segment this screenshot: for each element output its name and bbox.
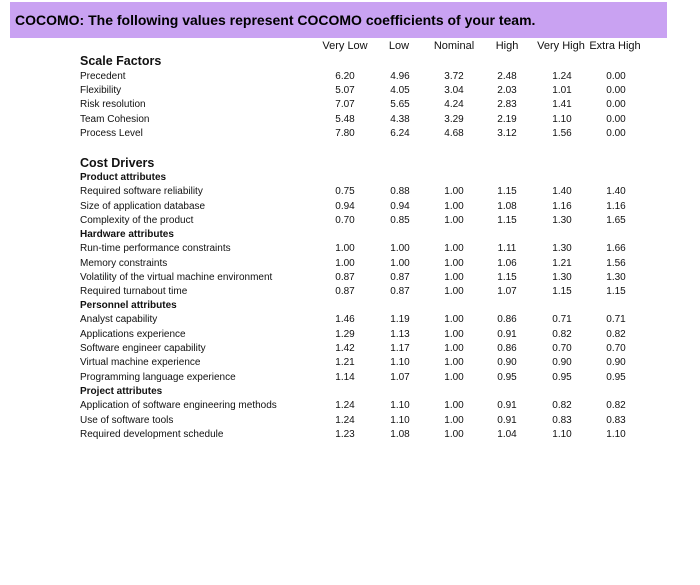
row-label: Required software reliability — [80, 186, 203, 198]
row-label: Application of software engineering methods — [80, 400, 277, 412]
row-label: Precedent — [80, 71, 126, 82]
cost-drivers-heading: Cost Drivers — [80, 156, 155, 170]
value-cell: 1.56 — [552, 127, 572, 139]
value-cell: 1.07 — [497, 286, 517, 298]
value-cell: 0.71 — [606, 314, 626, 326]
value-cell: 1.00 — [444, 357, 464, 369]
row-label: Size of application database — [80, 200, 206, 212]
attribute-group-heading: Project attributes — [80, 386, 163, 397]
value-cell: 1.00 — [390, 243, 410, 255]
row-label: Required development schedule — [80, 428, 224, 440]
value-cell: 0.82 — [606, 400, 626, 412]
value-cell: 0.82 — [552, 328, 572, 340]
value-cell: 1.24 — [335, 400, 355, 412]
value-cell: 0.00 — [606, 71, 626, 82]
value-cell: 4.05 — [390, 85, 410, 97]
value-cell: 1.00 — [444, 414, 464, 426]
value-cell: 6.20 — [335, 71, 355, 82]
row-label: Required turnabout time — [80, 286, 188, 298]
value-cell: 1.19 — [390, 314, 410, 326]
column-header: Low — [388, 40, 410, 52]
value-cell: 1.56 — [606, 257, 626, 269]
row-label: Risk resolution — [80, 99, 146, 111]
value-cell: 7.80 — [335, 127, 355, 139]
value-cell: 1.00 — [444, 371, 464, 383]
value-cell: 1.08 — [497, 200, 517, 212]
value-cell: 0.70 — [552, 342, 572, 354]
value-cell: 0.70 — [335, 214, 355, 226]
value-cell: 3.29 — [444, 113, 464, 125]
value-cell: 1.15 — [497, 186, 517, 198]
value-cell: 0.83 — [606, 414, 626, 426]
value-cell: 0.70 — [606, 342, 626, 354]
value-cell: 1.04 — [497, 428, 517, 440]
value-cell: 0.87 — [390, 271, 410, 283]
value-cell: 0.95 — [552, 371, 572, 383]
value-cell: 1.66 — [606, 243, 626, 255]
value-cell: 0.00 — [606, 113, 626, 125]
value-cell: 4.96 — [390, 71, 410, 82]
value-cell: 0.88 — [390, 186, 410, 198]
value-cell: 0.00 — [606, 99, 626, 111]
row-label: Virtual machine experience — [80, 357, 201, 369]
value-cell: 1.00 — [444, 342, 464, 354]
value-cell: 1.14 — [335, 371, 355, 383]
row-label: Use of software tools — [80, 414, 174, 426]
value-cell: 1.10 — [390, 414, 410, 426]
value-cell: 0.94 — [335, 200, 355, 212]
value-cell: 1.06 — [497, 257, 517, 269]
value-cell: 1.30 — [552, 214, 572, 226]
value-cell: 1.30 — [552, 243, 572, 255]
value-cell: 1.15 — [497, 271, 517, 283]
value-cell: 1.00 — [390, 257, 410, 269]
column-header: Extra High — [589, 40, 641, 52]
value-cell: 1.29 — [335, 328, 355, 340]
value-cell: 0.87 — [335, 271, 355, 283]
value-cell: 1.00 — [335, 257, 355, 269]
value-cell: 2.83 — [497, 99, 517, 111]
value-cell: 1.16 — [552, 200, 572, 212]
row-label: Volatility of the virtual machine environment — [80, 271, 273, 283]
row-label: Applications experience — [80, 328, 186, 340]
value-cell: 1.40 — [552, 186, 572, 198]
value-cell: 1.10 — [552, 428, 572, 440]
value-cell: 4.68 — [444, 127, 464, 139]
value-cell: 1.00 — [444, 400, 464, 412]
value-cell: 0.91 — [497, 328, 517, 340]
value-cell: 1.15 — [497, 214, 517, 226]
value-cell: 0.00 — [606, 85, 626, 97]
value-cell: 0.87 — [390, 286, 410, 298]
value-cell: 1.00 — [444, 271, 464, 283]
value-cell: 1.00 — [444, 328, 464, 340]
attribute-group-heading: Product attributes — [80, 172, 167, 183]
value-cell: 1.00 — [444, 428, 464, 440]
value-cell: 4.38 — [390, 113, 410, 125]
value-cell: 1.10 — [606, 428, 626, 440]
value-cell: 1.30 — [606, 271, 626, 283]
value-cell: 1.00 — [444, 200, 464, 212]
value-cell: 1.10 — [390, 400, 410, 412]
row-label: Team Cohesion — [80, 113, 150, 125]
row-label: Flexibility — [80, 85, 122, 97]
value-cell: 1.00 — [444, 314, 464, 326]
value-cell: 0.94 — [390, 200, 410, 212]
value-cell: 1.08 — [390, 428, 410, 440]
value-cell: 0.83 — [552, 414, 572, 426]
value-cell: 4.24 — [444, 99, 464, 111]
value-cell: 0.82 — [606, 328, 626, 340]
value-cell: 1.13 — [390, 328, 410, 340]
value-cell: 1.40 — [606, 186, 626, 198]
value-cell: 1.11 — [497, 243, 517, 255]
value-cell: 0.86 — [497, 342, 517, 354]
row-label: Memory constraints — [80, 257, 168, 269]
column-header: Very High — [537, 40, 585, 52]
value-cell: 1.01 — [552, 85, 572, 97]
value-cell: 1.21 — [335, 357, 355, 369]
value-cell: 6.24 — [390, 127, 410, 139]
value-cell: 1.00 — [444, 214, 464, 226]
value-cell: 0.90 — [552, 357, 572, 369]
value-cell: 1.07 — [390, 371, 410, 383]
value-cell: 0.75 — [335, 186, 355, 198]
row-label: Run-time performance constraints — [80, 243, 231, 255]
value-cell: 0.95 — [606, 371, 626, 383]
row-label: Complexity of the product — [80, 214, 194, 226]
value-cell: 3.04 — [444, 85, 464, 97]
value-cell: 0.85 — [390, 214, 410, 226]
value-cell: 2.48 — [497, 71, 517, 82]
title-banner — [10, 2, 667, 38]
value-cell: 1.16 — [606, 200, 626, 212]
value-cell: 1.00 — [444, 186, 464, 198]
value-cell: 1.42 — [335, 342, 355, 354]
value-cell: 1.30 — [552, 271, 572, 283]
row-label: Analyst capability — [80, 314, 158, 326]
value-cell: 5.48 — [335, 113, 355, 125]
scale-factors-heading: Scale Factors — [80, 54, 162, 68]
value-cell: 1.24 — [335, 414, 355, 426]
value-cell: 1.21 — [552, 257, 572, 269]
row-label: Software engineer capability — [80, 342, 206, 354]
value-cell: 1.15 — [552, 286, 572, 298]
value-cell: 0.90 — [497, 357, 517, 369]
value-cell: 1.15 — [606, 286, 626, 298]
value-cell: 1.23 — [335, 428, 355, 440]
row-label: Programming language experience — [80, 371, 236, 383]
value-cell: 0.00 — [606, 127, 626, 139]
value-cell: 1.00 — [444, 243, 464, 255]
value-cell: 1.10 — [552, 113, 572, 125]
page-title: COCOMO: The following values represent COCOMO coefficients of your team. — [15, 12, 536, 28]
value-cell: 0.82 — [552, 400, 572, 412]
value-cell: 0.87 — [335, 286, 355, 298]
value-cell: 2.19 — [497, 113, 517, 125]
value-cell: 1.00 — [444, 286, 464, 298]
value-cell: 0.91 — [497, 400, 517, 412]
value-cell: 0.90 — [606, 357, 626, 369]
column-header: Nominal — [433, 40, 475, 52]
value-cell: 1.10 — [390, 357, 410, 369]
value-cell: 1.46 — [335, 314, 355, 326]
value-cell: 0.86 — [497, 314, 517, 326]
attribute-group-heading: Hardware attributes — [80, 229, 174, 240]
attribute-group-heading: Personnel attributes — [80, 300, 177, 311]
value-cell: 1.65 — [606, 214, 626, 226]
value-cell: 2.03 — [497, 85, 517, 97]
value-cell: 0.91 — [497, 414, 517, 426]
value-cell: 3.12 — [497, 127, 517, 139]
value-cell: 7.07 — [335, 99, 355, 111]
value-cell: 0.71 — [552, 314, 572, 326]
value-cell: 1.17 — [390, 342, 410, 354]
value-cell: 0.95 — [497, 371, 517, 383]
value-cell: 1.00 — [335, 243, 355, 255]
value-cell: 1.00 — [444, 257, 464, 269]
value-cell: 1.24 — [552, 71, 572, 82]
row-label: Process Level — [80, 127, 143, 139]
value-cell: 5.07 — [335, 85, 355, 97]
column-header: Very Low — [322, 40, 368, 52]
value-cell: 5.65 — [390, 99, 410, 111]
value-cell: 1.41 — [552, 99, 572, 111]
value-cell: 3.72 — [444, 71, 464, 82]
column-header: High — [495, 40, 519, 52]
